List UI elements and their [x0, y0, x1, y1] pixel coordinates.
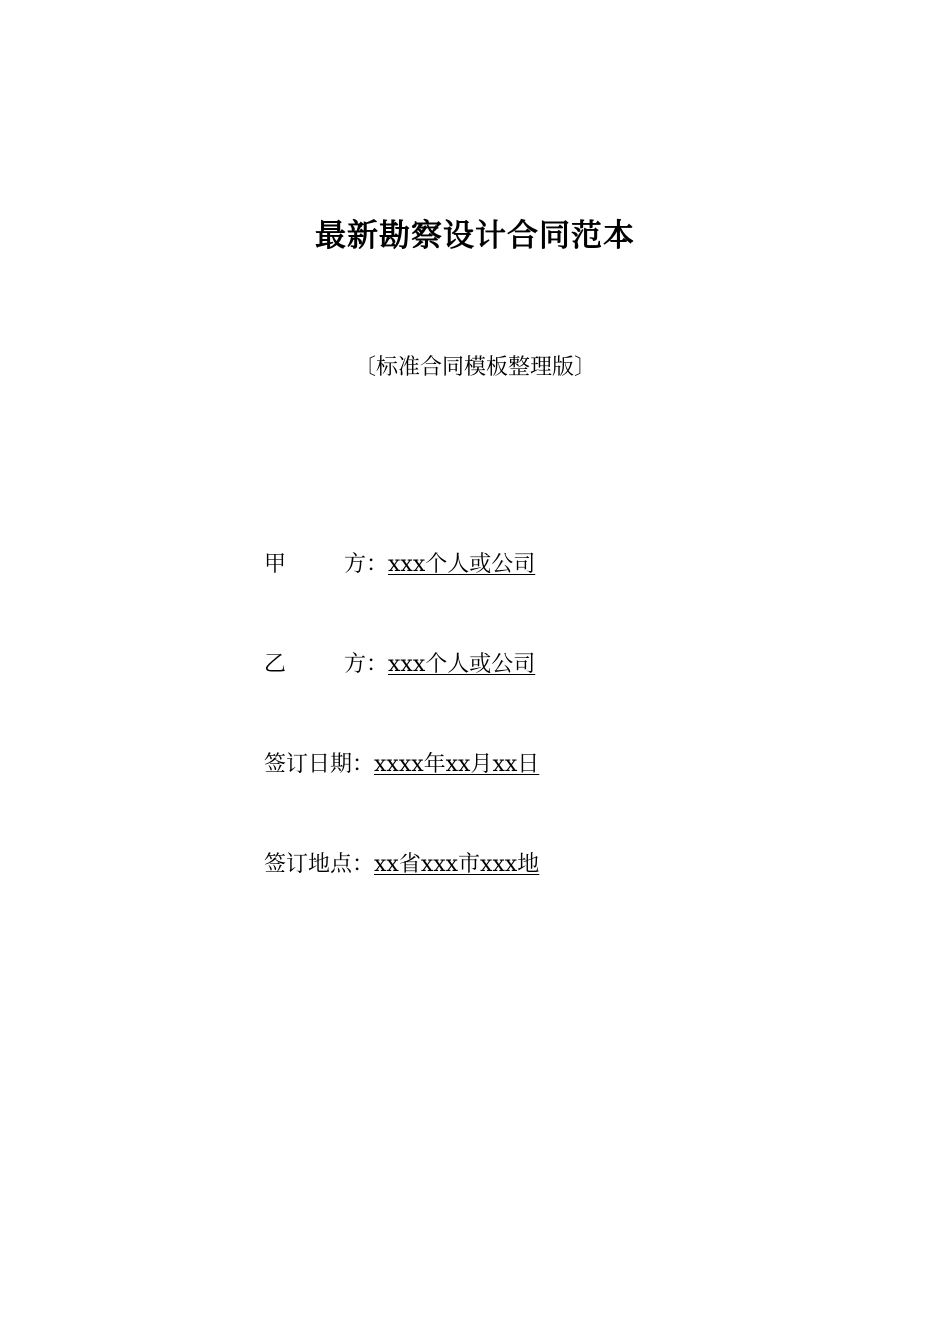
signing-place-field — [264, 847, 539, 883]
party-b-value: xxx个人或公司 — [388, 652, 536, 677]
signing-place-value: xx省xxx市xxx地 — [374, 852, 540, 877]
party-b-field — [264, 647, 535, 683]
party-a-field — [264, 547, 535, 583]
document-title: 最新勘察设计合同范本 — [315, 218, 635, 254]
document-subtitle: 〔标准合同模板整理版〕 — [353, 355, 596, 380]
signing-place-label: 签订地点： — [264, 852, 375, 877]
signing-date-value: xxxx年xx月xx日 — [374, 752, 540, 777]
party-a-value: xxx个人或公司 — [388, 552, 536, 577]
party-a-label: 甲 方： — [264, 552, 388, 577]
signing-date-label: 签订日期： — [264, 752, 375, 777]
party-b-label: 乙 方： — [264, 652, 388, 677]
signing-date-field — [264, 747, 539, 783]
